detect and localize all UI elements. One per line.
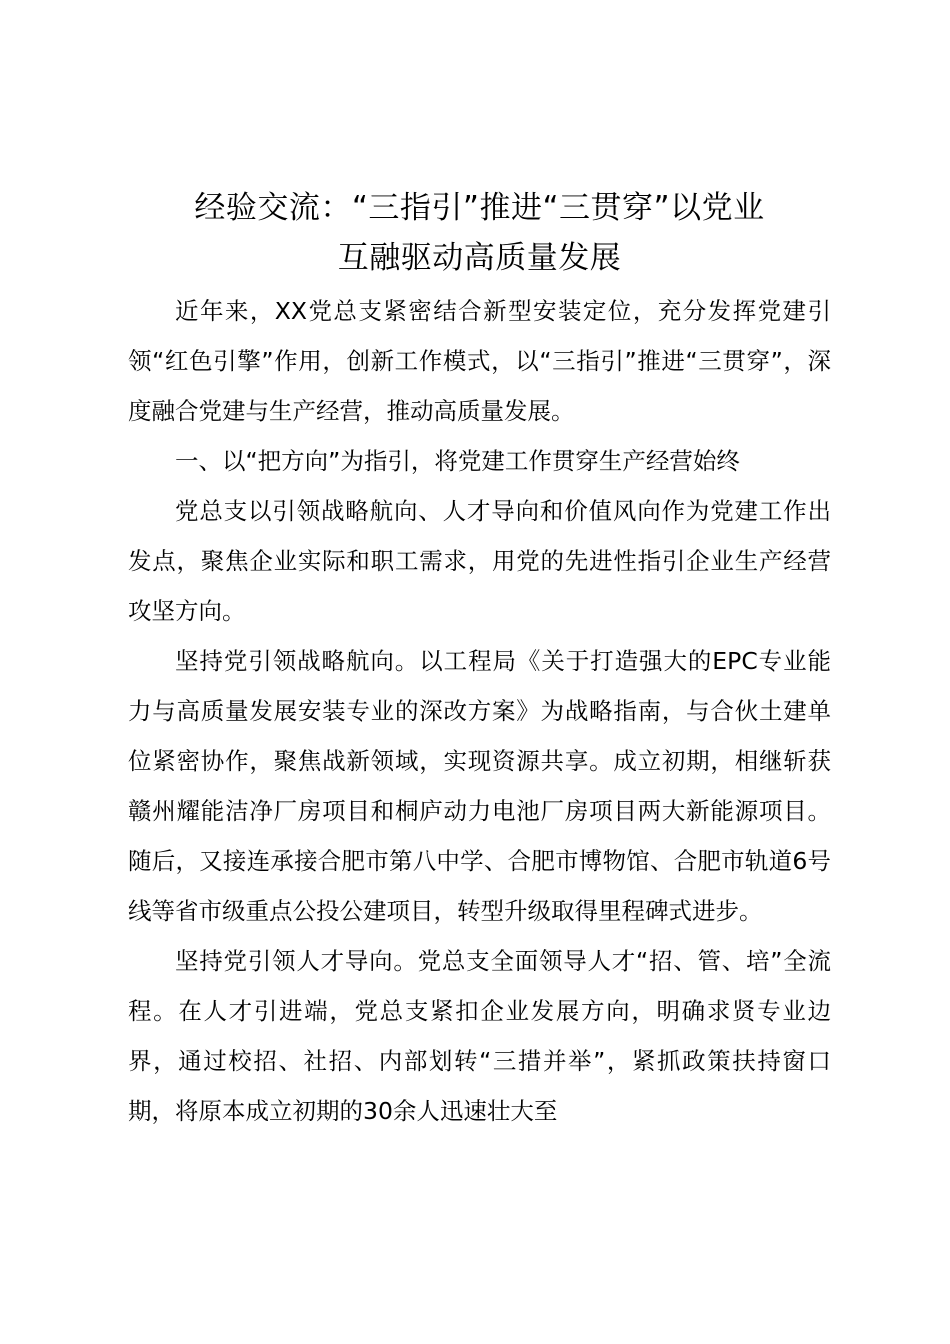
section-1-paragraph-3: 坚持党引领人才导向。党总支全面领导人才“招、管、培”全流程。在人才引进端，党总支紧扣企业发展方向，明确求贤专业边界，通过校招、社招、内部划转“三措并举”，紧抓政策扶持窗口期，将原本成立初期的30余人迅速壮大至 bbox=[128, 947, 831, 1125]
document-title bbox=[128, 183, 831, 283]
section-1-paragraph-2: 坚持党引领战略航向。以工程局《关于打造强大的EPC专业能力与高质量发展安装专业的深改方案》为战略指南，与合伙土建单位紧密协作，聚焦战新领域，实现资源共享。成立初期，相继斩获赣州耀能洁净厂房项目和桐庐动力电池厂房项目两大新能源项目。随后，又接连承接合肥市第八中学、合肥市博物馆、合肥市轨道6号线等省市级重点公投公建项目，转型升级取得里程碑式进步。 bbox=[128, 647, 831, 925]
title-line-2: 互融驱动高质量发展 bbox=[337, 240, 622, 276]
document-page bbox=[128, 183, 831, 1136]
section-1-paragraph-1: 党总支以引领战略航向、人才导向和价值风向作为党建工作出发点，聚焦企业实际和职工需求，用党的先进性指引企业生产经营攻坚方向。 bbox=[128, 497, 831, 625]
section-heading-1: 一、以“把方向”为指引，将党建工作贯穿生产经营始终 bbox=[175, 447, 740, 475]
document-body bbox=[128, 286, 831, 1136]
title-line-1: 经验交流：“三指引”推进“三贯穿”以党业 bbox=[194, 190, 765, 226]
intro-paragraph: 近年来，XX党总支紧密结合新型安装定位，充分发挥党建引领“红色引擎”作用，创新工作模式，以“三指引”推进“三贯穿”，深度融合党建与生产经营，推动高质量发展。 bbox=[128, 297, 831, 425]
